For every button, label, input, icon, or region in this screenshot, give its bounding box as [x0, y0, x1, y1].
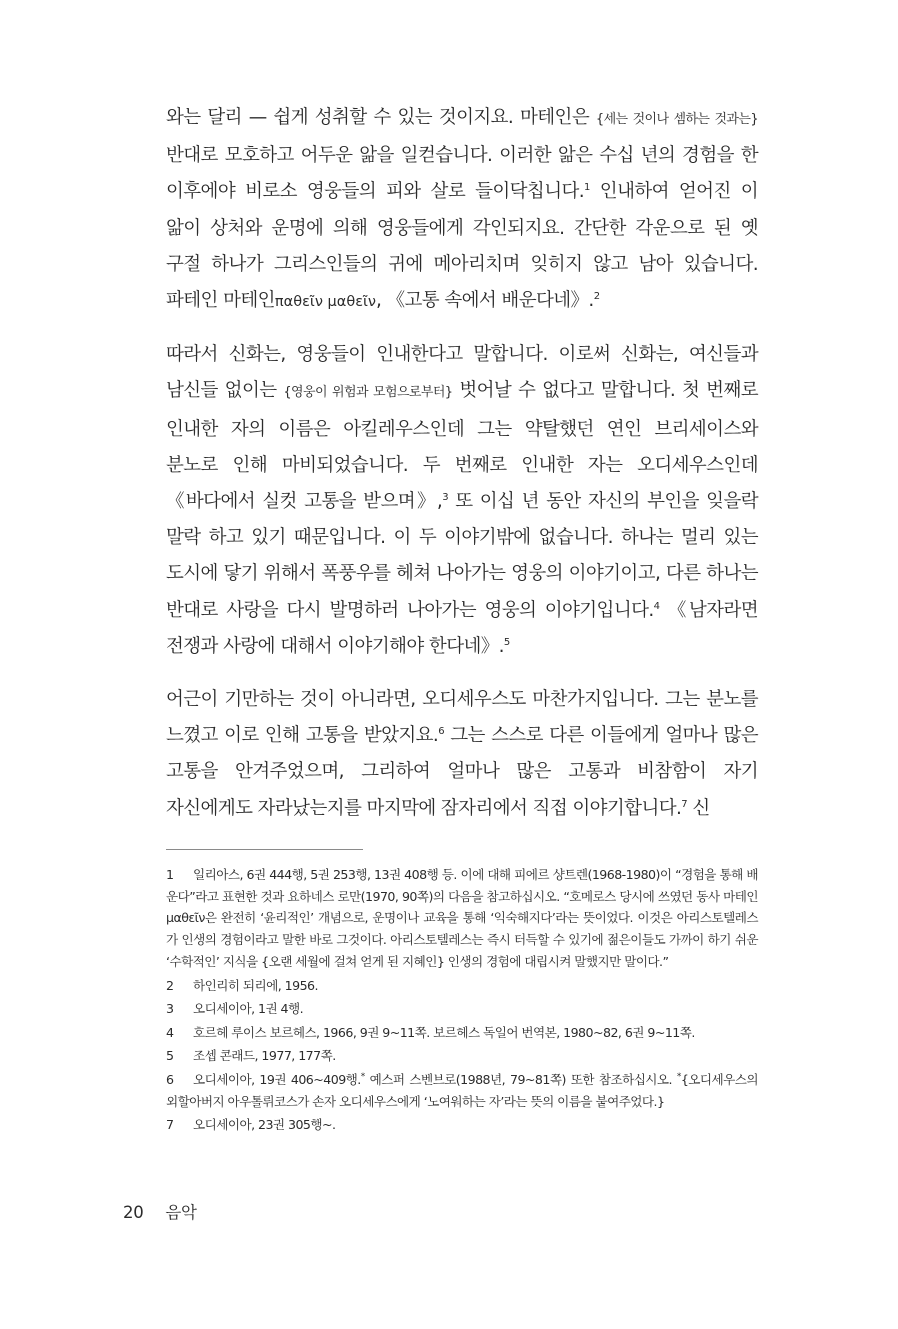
text-run: 반대로 모호하고 어두운 앎을 일컫습니다. 이러한 앎은 수십 년의 경험을 한 이후에야 비로소 영웅들의 피와 살로 들이닥칩니다.	[166, 145, 758, 203]
text-run: 어근이 기만하는 것이 아니라면, 오디세우스도 마찬가지입니다. 그는 분노를 느꼈고 이로 인해 고통을 받았지요.	[166, 689, 758, 747]
asterisk-mark: *	[676, 1071, 681, 1082]
small-bracket-text: {세는 것이나 셈하는 것과는}	[595, 112, 758, 127]
footnote-text: 오디세이아, 19권 406~409행.	[193, 1072, 361, 1088]
footnote-text: 오디세이아, 1권 4행.	[193, 1001, 304, 1017]
footnote-number: 3	[166, 1001, 174, 1017]
running-section-title: 음악	[165, 1203, 197, 1222]
text-run: 《남자라면 전쟁과 사랑에 대해서 이야기해야 한다네》.	[166, 599, 758, 657]
footnote-number: 6	[166, 1072, 174, 1088]
footnote-number: 7	[166, 1117, 174, 1133]
footnote-text: 하인리히 되리에, 1956.	[193, 977, 318, 993]
footnote-4	[166, 1022, 758, 1044]
footnote-7	[166, 1114, 758, 1136]
footnote-2	[166, 975, 758, 997]
footnote-text: 일리아스, 6권 444행, 5권 253행, 13권 408행 등. 이에 대해 피에르 샹트렌(1968-1980)이 “경험을 통해 배운다”라고 표현한 것과 요하네스 로만(1970, 90쪽)의 다음을 참고하십시오. “호메로스 당시에 쓰였던 동사 마테인μαθεῖν은 완전히 ‘윤리적인’ 개념으로, 운명이나 교육을 통해 ‘익숙해지다’라는 뜻이었다. 이것은 아리스토텔레스가 인생의 경험이라고 말한 바로 그것이다. 아리스토텔레스는 즉시 터득할 수 있기에 젊은이들도 가까이 하기 쉬운 ‘수학적인’ 지식을 {오랜 세월에 걸쳐 얻게 된 지혜인} 인생의 경험에 대립시켜 말했지만 말이다.”	[166, 866, 758, 970]
footnote-number: 2	[166, 977, 174, 993]
footnote-1	[166, 864, 758, 973]
footnotes	[166, 864, 758, 1136]
footnote-text: 호르헤 루이스 보르헤스, 1966, 9권 9~11쪽. 보르헤스 독일어 번역본, 1980~82, 6권 9~11쪽.	[193, 1024, 695, 1040]
footnote-text: {오디세우스의 외할아버지 아우톨뤼코스가 손자 오디세우스에게 ‘노여워하는 자’라는 뜻의 이름을 붙여주었다.}	[166, 1072, 758, 1109]
footnote-6	[166, 1069, 758, 1113]
small-bracket-text: {영웅이 위험과 모험으로부터}	[283, 385, 453, 401]
footnote-ref[interactable]: 1	[584, 182, 590, 194]
footnote-ref[interactable]: 2	[593, 290, 600, 302]
footnote-5	[166, 1045, 758, 1067]
footnote-ref[interactable]: 7	[681, 798, 688, 810]
body-paragraph-2	[166, 337, 758, 665]
greek-text: παθεῖν μαθεῖν	[274, 294, 377, 311]
text-run: 인내하여 얻어진 이 앎이 상처와 운명에 의해 영웅들에게 각인되지요. 간단한 각운으로 된 옛 구절 하나가 그리스인들의 귀에 메아리치며 잊히지 않고 남아 있습니다. 파테인 마테인	[166, 181, 758, 312]
footnote-text: 오디세이아, 23권 305행~.	[193, 1117, 336, 1133]
asterisk-mark: *	[360, 1071, 365, 1082]
footnote-ref[interactable]: 3	[442, 491, 448, 503]
footnote-text: 조셉 콘래드, 1977, 177쪽.	[193, 1048, 336, 1064]
page-body	[166, 100, 758, 1138]
footnote-ref[interactable]: 4	[653, 600, 660, 612]
text-run: 와는 달리 — 쉽게 성취할 수 있는 것이지요. 마테인은	[166, 107, 596, 128]
text-run: 따라서 신화는, 영웅들이 인내한다고 말합니다. 이로써 신화는, 여신들과 남신들 없이는	[166, 344, 758, 402]
footnote-divider	[166, 849, 363, 850]
text-run: 또 이십 년 동안 자신의 부인을 잊을락 말락 하고 있기 때문입니다. 이 두 이야기밖에 없습니다. 하나는 멀리 있는 도시에 닿기 위해서 폭풍우를 헤쳐 나아가는 영웅의 이야기이고, 다른 하나는 반대로 사랑을 다시 발명하러 나아가는 영웅의 이야기입니다.	[166, 491, 758, 621]
page-number: 20	[123, 1203, 144, 1222]
footnote-ref[interactable]: 5	[503, 636, 510, 648]
text-run: , 《고통 속에서 배운다네》.	[376, 290, 594, 312]
text-run: 벗어날 수 없다고 말합니다. 첫 번째로 인내한 자의 이름은 아킬레우스인데 그는 약탈했던 연인 브리세이스와 분노로 인해 마비되었습니다. 두 번째로 인내한 자는 오디세우스인데 《바다에서 실컷 고통을 받으며》,	[166, 380, 758, 513]
text-run: 그는 스스로 다른 이들에게 얼마나 많은 고통을 안겨주었으며, 그리하여 얼마나 많은 고통과 비참함이 자기 자신에게도 자라났는지를 마지막에 잠자리에서 직접 이야기합니다.	[166, 725, 758, 819]
text-run: 신	[687, 797, 710, 819]
footnote-number: 1	[166, 866, 174, 882]
footnote-3	[166, 998, 758, 1020]
footnote-number: 4	[166, 1024, 174, 1040]
body-paragraph-1	[166, 100, 758, 320]
footnote-number: 5	[166, 1048, 174, 1064]
page-folio	[123, 1199, 197, 1223]
body-paragraph-3	[166, 682, 758, 827]
footnote-text: 예스퍼 스벤브로(1988년, 79~81쪽) 또한 참조하십시오.	[364, 1072, 677, 1088]
footnote-ref[interactable]: 6	[438, 726, 444, 738]
